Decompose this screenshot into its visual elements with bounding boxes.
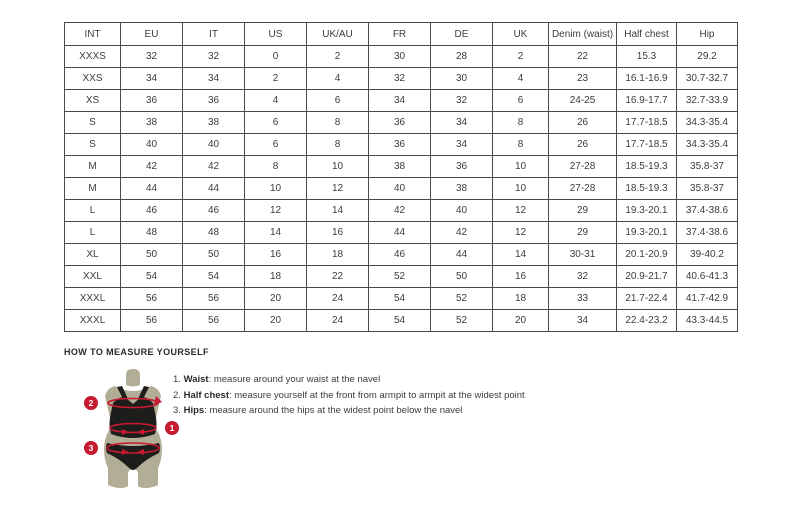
table-cell: 35.8-37: [677, 178, 738, 200]
marker-half-chest-number: 2: [88, 398, 94, 408]
column-header: EU: [121, 23, 183, 46]
table-cell: 19.3-20.1: [617, 222, 677, 244]
table-cell: L: [65, 222, 121, 244]
table-cell: L: [65, 200, 121, 222]
table-cell: 17.7-18.5: [617, 112, 677, 134]
table-cell: 24: [307, 288, 369, 310]
column-header: Hip: [677, 23, 738, 46]
table-cell: 39-40.2: [677, 244, 738, 266]
table-cell: 36: [183, 90, 245, 112]
table-cell: 44: [121, 178, 183, 200]
column-header: INT: [65, 23, 121, 46]
table-cell: 16: [493, 266, 549, 288]
table-cell: 8: [245, 156, 307, 178]
table-cell: 14: [493, 244, 549, 266]
table-cell: 2: [307, 46, 369, 68]
measure-section-title: HOW TO MEASURE YOURSELF: [64, 347, 209, 357]
table-row: [65, 200, 738, 222]
table-cell: 14: [245, 222, 307, 244]
table-cell: 20.1-20.9: [617, 244, 677, 266]
table-cell: 36: [369, 112, 431, 134]
table-cell: 16.9-17.7: [617, 90, 677, 112]
column-header: Half chest: [617, 23, 677, 46]
table-row: [65, 112, 738, 134]
table-cell: 38: [369, 156, 431, 178]
table-row: [65, 288, 738, 310]
table-cell: 32: [549, 266, 617, 288]
table-cell: 30-31: [549, 244, 617, 266]
table-cell: 32: [183, 46, 245, 68]
table-cell: 30: [369, 46, 431, 68]
table-cell: 8: [307, 134, 369, 156]
table-cell: 34.3-35.4: [677, 134, 738, 156]
marker-hips: [84, 441, 98, 455]
table-cell: 35.8-37: [677, 156, 738, 178]
table-cell: 32: [431, 90, 493, 112]
table-cell: 54: [183, 266, 245, 288]
table-cell: 27-28: [549, 156, 617, 178]
column-header: IT: [183, 23, 245, 46]
table-cell: 52: [431, 288, 493, 310]
marker-half-chest: [84, 396, 98, 410]
table-cell: 34: [121, 68, 183, 90]
table-cell: 56: [121, 310, 183, 332]
table-cell: 42: [431, 222, 493, 244]
step-text: : measure yourself at the front from armpit to armpit at the widest point: [228, 389, 525, 401]
table-cell: 36: [431, 156, 493, 178]
table-cell: 40: [431, 200, 493, 222]
table-cell: 46: [369, 244, 431, 266]
table-cell: 15.3: [617, 46, 677, 68]
table-cell: 44: [431, 244, 493, 266]
table-cell: 32: [369, 68, 431, 90]
table-cell: 44: [183, 178, 245, 200]
table-cell: 34: [549, 310, 617, 332]
step-text: : measure around your waist at the navel: [208, 374, 381, 385]
table-cell: 36: [369, 134, 431, 156]
marker-waist: [165, 421, 179, 435]
step-label: Waist: [183, 374, 209, 385]
table-cell: 16: [307, 222, 369, 244]
table-cell: 23: [549, 68, 617, 90]
table-cell: 2: [493, 46, 549, 68]
column-header: UK/AU: [307, 23, 369, 46]
table-cell: 4: [245, 90, 307, 112]
step-number: 1.: [173, 374, 181, 385]
table-cell: 16.1-16.9: [617, 68, 677, 90]
table-cell: 42: [369, 200, 431, 222]
column-header: Denim (waist): [549, 23, 617, 46]
table-cell: 54: [121, 266, 183, 288]
column-header: FR: [369, 23, 431, 46]
table-cell: 43.3-44.5: [677, 310, 738, 332]
table-cell: 29: [549, 222, 617, 244]
table-cell: 12: [493, 222, 549, 244]
table-cell: 22: [549, 46, 617, 68]
table-cell: 50: [431, 266, 493, 288]
table-row: [65, 156, 738, 178]
table-cell: 10: [307, 156, 369, 178]
table-cell: 16: [245, 244, 307, 266]
table-cell: 32: [121, 46, 183, 68]
table-cell: 8: [307, 112, 369, 134]
column-header: US: [245, 23, 307, 46]
column-header: DE: [431, 23, 493, 46]
size-chart-table: [64, 22, 738, 332]
table-cell: 40: [183, 134, 245, 156]
table-row: [65, 244, 738, 266]
step-number: 3.: [173, 405, 181, 416]
table-cell: 36: [121, 90, 183, 112]
table-cell: 24: [307, 310, 369, 332]
table-cell: 6: [245, 112, 307, 134]
table-cell: 34.3-35.4: [677, 112, 738, 134]
table-cell: 6: [307, 90, 369, 112]
table-cell: 21.7-22.4: [617, 288, 677, 310]
table-cell: 30: [431, 68, 493, 90]
table-cell: 10: [245, 178, 307, 200]
table-cell: 46: [121, 200, 183, 222]
table-cell: 28: [431, 46, 493, 68]
table-cell: 34: [431, 134, 493, 156]
table-header-row: [65, 23, 738, 46]
table-cell: 44: [369, 222, 431, 244]
table-cell: 12: [493, 200, 549, 222]
table-cell: 2: [245, 68, 307, 90]
table-cell: XS: [65, 90, 121, 112]
table-cell: 18: [307, 244, 369, 266]
table-cell: 14: [307, 200, 369, 222]
table-cell: XXL: [65, 266, 121, 288]
table-cell: 22.4-23.2: [617, 310, 677, 332]
table-row: [65, 46, 738, 68]
measure-step-half-chest: [173, 388, 525, 404]
table-row: [65, 68, 738, 90]
table-cell: 24-25: [549, 90, 617, 112]
table-cell: 30.7-32.7: [677, 68, 738, 90]
table-row: [65, 310, 738, 332]
table-cell: 54: [369, 310, 431, 332]
table-cell: 8: [493, 112, 549, 134]
measure-steps-list: [173, 372, 525, 419]
measure-step-hips: [173, 403, 525, 419]
table-cell: 42: [121, 156, 183, 178]
table-cell: 20: [245, 288, 307, 310]
table-cell: M: [65, 156, 121, 178]
table-row: [65, 178, 738, 200]
measure-step-waist: [173, 372, 525, 388]
table-cell: 8: [493, 134, 549, 156]
table-cell: XXS: [65, 68, 121, 90]
table-cell: 26: [549, 112, 617, 134]
table-row: [65, 222, 738, 244]
table-cell: 4: [493, 68, 549, 90]
table-cell: 6: [245, 134, 307, 156]
table-cell: 18.5-19.3: [617, 178, 677, 200]
table-cell: 20.9-21.7: [617, 266, 677, 288]
table-cell: 20: [245, 310, 307, 332]
table-cell: 33: [549, 288, 617, 310]
table-cell: 18: [493, 288, 549, 310]
table-cell: 10: [493, 156, 549, 178]
step-label: Half chest: [183, 389, 229, 401]
table-cell: 52: [431, 310, 493, 332]
table-cell: 40: [121, 134, 183, 156]
table-cell: 18: [245, 266, 307, 288]
table-cell: 22: [307, 266, 369, 288]
table-cell: 10: [493, 178, 549, 200]
table-cell: 56: [183, 310, 245, 332]
table-cell: 19.3-20.1: [617, 200, 677, 222]
table-cell: XXXS: [65, 46, 121, 68]
table-cell: 38: [183, 112, 245, 134]
table-cell: 26: [549, 134, 617, 156]
table-cell: 34: [369, 90, 431, 112]
table-cell: 54: [369, 288, 431, 310]
table-cell: 34: [183, 68, 245, 90]
table-cell: 38: [121, 112, 183, 134]
table-row: [65, 266, 738, 288]
table-cell: 48: [121, 222, 183, 244]
table-row: [65, 90, 738, 112]
table-cell: 41.7-42.9: [677, 288, 738, 310]
table-cell: S: [65, 112, 121, 134]
table-cell: 56: [183, 288, 245, 310]
table-cell: 29.2: [677, 46, 738, 68]
table-cell: 42: [183, 156, 245, 178]
table-cell: XXXL: [65, 288, 121, 310]
table-cell: 38: [431, 178, 493, 200]
table-cell: 40: [369, 178, 431, 200]
table-cell: 52: [369, 266, 431, 288]
table-cell: 6: [493, 90, 549, 112]
table-cell: 17.7-18.5: [617, 134, 677, 156]
table-cell: 50: [183, 244, 245, 266]
table-cell: 32.7-33.9: [677, 90, 738, 112]
measurement-figure-illustration: [78, 366, 188, 494]
table-cell: 34: [431, 112, 493, 134]
table-cell: 46: [183, 200, 245, 222]
table-cell: M: [65, 178, 121, 200]
table-cell: 40.6-41.3: [677, 266, 738, 288]
marker-waist-number: 1: [169, 423, 175, 433]
table-cell: XL: [65, 244, 121, 266]
table-cell: 12: [245, 200, 307, 222]
table-cell: 48: [183, 222, 245, 244]
column-header: UK: [493, 23, 549, 46]
table-cell: 12: [307, 178, 369, 200]
table-cell: 0: [245, 46, 307, 68]
step-text: : measure around the hips at the widest point below the navel: [204, 405, 463, 416]
table-cell: 18.5-19.3: [617, 156, 677, 178]
step-label: Hips: [183, 405, 205, 416]
table-cell: 37.4-38.6: [677, 200, 738, 222]
table-cell: XXXL: [65, 310, 121, 332]
step-number: 2.: [173, 389, 181, 401]
table-cell: 37.4-38.6: [677, 222, 738, 244]
table-cell: S: [65, 134, 121, 156]
table-cell: 20: [493, 310, 549, 332]
marker-hips-number: 3: [88, 443, 94, 453]
table-cell: 29: [549, 200, 617, 222]
table-row: [65, 134, 738, 156]
table-cell: 27-28: [549, 178, 617, 200]
table-cell: 50: [121, 244, 183, 266]
table-cell: 4: [307, 68, 369, 90]
table-cell: 56: [121, 288, 183, 310]
